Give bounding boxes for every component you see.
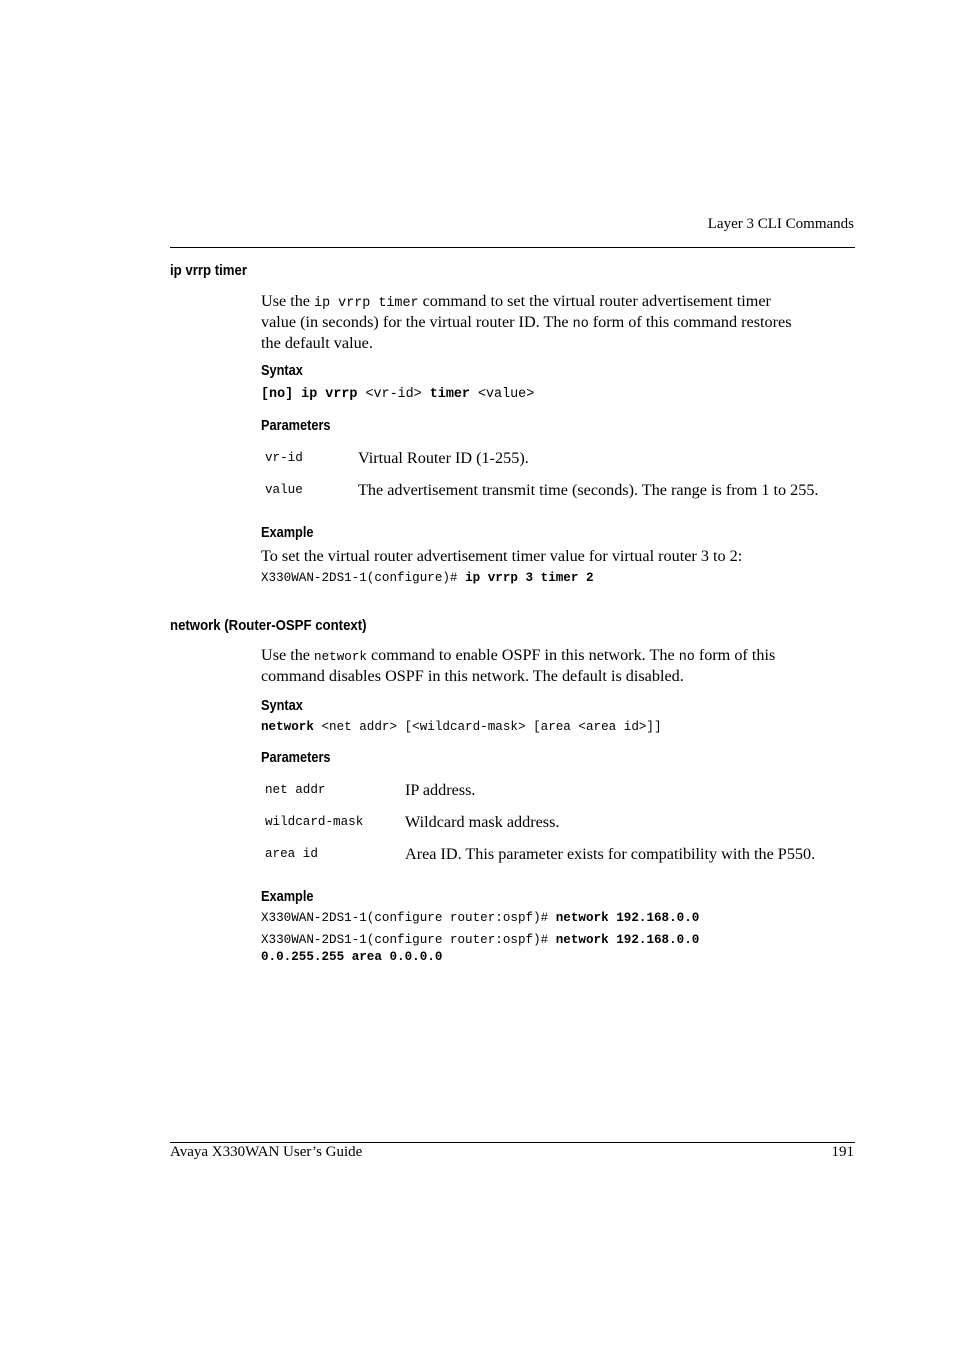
header-rule — [170, 247, 855, 248]
param-name: vr-id — [265, 451, 303, 465]
example-command: X330WAN-2DS1-1(configure)# ip vrrp 3 timer 2 — [261, 571, 594, 585]
syntax-line: network <net addr> [<wildcard-mask> [area <area id>]] — [261, 720, 662, 734]
example-heading: Example — [261, 889, 314, 905]
param-name: net addr — [265, 783, 326, 797]
param-desc: IP address. — [405, 781, 476, 799]
inline-command: network — [314, 650, 367, 664]
param-name: wildcard-mask — [265, 815, 364, 829]
param-desc: Virtual Router ID (1-255). — [358, 449, 529, 467]
footer-rule — [170, 1142, 855, 1143]
example-command: X330WAN-2DS1-1(configure router:ospf)# network 192.168.0.0 — [261, 911, 700, 925]
parameters-heading: Parameters — [261, 418, 331, 434]
param-name: area id — [265, 847, 318, 861]
running-header: Layer 3 CLI Commands — [707, 216, 854, 232]
inline-keyword-no: no — [572, 317, 589, 332]
description-ip-vrrp-timer: Use the ip vrrp timer command to set the virtual router advertisement timer value (in seconds) for the virtual router ID. The no form of this command restores the default value. — [261, 292, 792, 352]
param-desc: Wildcard mask address. — [405, 813, 560, 831]
example-command: X330WAN-2DS1-1(configure router:ospf)# network 192.168.0.0 0.0.255.255 area 0.0.0.0 — [261, 933, 700, 964]
example-heading: Example — [261, 525, 314, 541]
syntax-heading: Syntax — [261, 363, 303, 379]
section-title-network: network (Router-OSPF context) — [170, 617, 367, 634]
syntax-line: [no] ip vrrp <vr-id> timer <value> — [261, 387, 535, 402]
section-title-ip-vrrp-timer: ip vrrp timer — [170, 262, 248, 279]
param-name: value — [265, 483, 303, 497]
example-text: To set the virtual router advertisement timer value for virtual router 3 to 2: — [261, 547, 743, 565]
syntax-heading: Syntax — [261, 698, 303, 714]
inline-command: ip vrrp timer — [314, 296, 419, 311]
footer-title: Avaya X330WAN User’s Guide — [170, 1144, 363, 1160]
parameters-heading: Parameters — [261, 750, 331, 766]
page-number: 191 — [831, 1144, 854, 1160]
param-desc: Area ID. This parameter exists for compatibility with the P550. — [405, 845, 816, 863]
param-desc: The advertisement transmit time (seconds). The range is from 1 to 255. — [358, 481, 819, 499]
description-network: Use the network command to enable OSPF in this network. The no form of this command disables OSPF in this network. The default is disabled. — [261, 646, 776, 685]
inline-keyword-no: no — [678, 650, 695, 665]
